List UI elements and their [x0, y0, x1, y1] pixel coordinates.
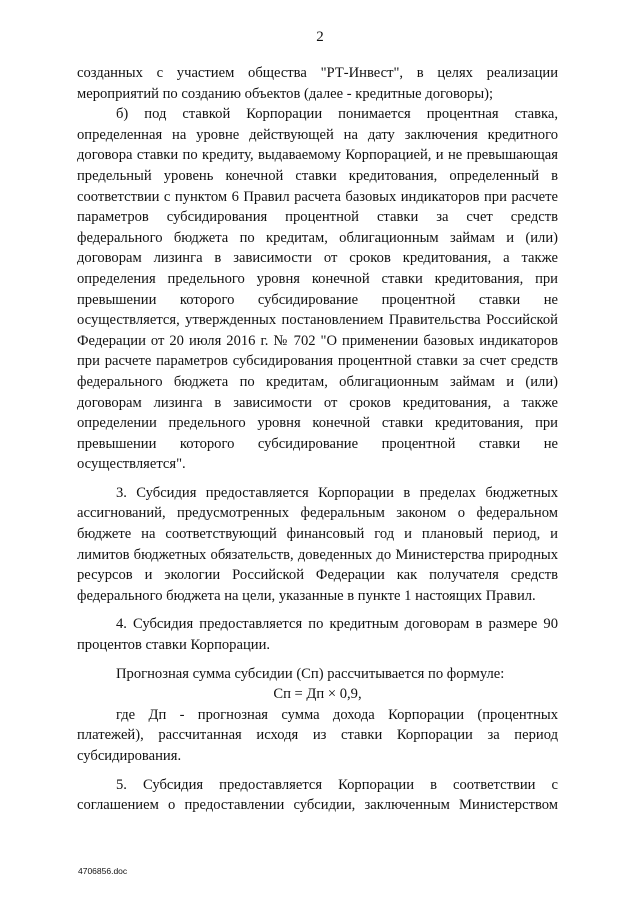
paragraph-4: 4. Субсидия предоставляется по кредитным договорам в размере 90 процентов ставки Корпорации. — [77, 616, 558, 654]
paragraph-3: 3. Субсидия предоставляется Корпорации в пределах бюджетных ассигнований, предусмотренных федеральным законом о федеральном бюджете на соответствующий финансовый год и плановый период, и лимитов бюджетных обязательств, доведенных до Министерства природных ресурсов и экологии Российской Федерации как получателя средств федерального бюджета на цели, указанные в пункте 1 настоящих Правил. — [77, 484, 558, 604]
paragraph-continuation: созданных с участием общества "РТ-Инвест", в целях реализации мероприятий по созданию объектов (далее - кредитные договоры); — [77, 65, 558, 102]
formula-definition: где Дп - прогнозная сумма дохода Корпорации (процентных платежей), рассчитанная исходя из ставки Корпорации за период субсидирования. — [77, 706, 558, 764]
footer-filename: 4706856.doc — [78, 866, 128, 876]
page-number: 2 — [316, 29, 324, 45]
document-body — [77, 63, 558, 816]
formula: Сп = Дп × 0,9, — [273, 686, 362, 703]
paragraph-5: 5. Субсидия предоставляется Корпорации в соответствии с соглашением о предоставлении субсидии, заключенным Министерством — [77, 776, 558, 814]
paragraph-b: б) под ставкой Корпорации понимается процентная ставка, определенная на уровне действующей на дату заключения кредитного договора ставки по кредиту, выдаваемому Корпорацией, и не превышающая предельный уровень конечной ставки кредитования, определенный в соответствии с пунктом 6 Правил расчета базовых индикаторов при расчете параметров субсидирования процентной ставки за счет средств федерального бюджета по кредитам, облигационным займам и (или) договорам лизинга в зависимости от сроков кредитования, а также определения предельного уровня конечной ставки кредитования, при превышении которого субсидирование процентной ставки не осуществляется, утвержденных постановлением Правительства Российской Федерации от 20 июля 2016 г. № 702 "О применении базовых индикаторов при расчете параметров субсидирования процентной ставки за счет средств федерального бюджета по кредитам, облигационным займам и (или) договорам лизинга в зависимости от сроков кредитования, а также определении предельного уровня конечной ставки кредитования, при превышении которого субсидирование процентной ставки не осуществляется". — [77, 106, 558, 473]
formula-intro: Прогнозная сумма субсидии (Сп) рассчитывается по формуле: — [116, 665, 505, 682]
